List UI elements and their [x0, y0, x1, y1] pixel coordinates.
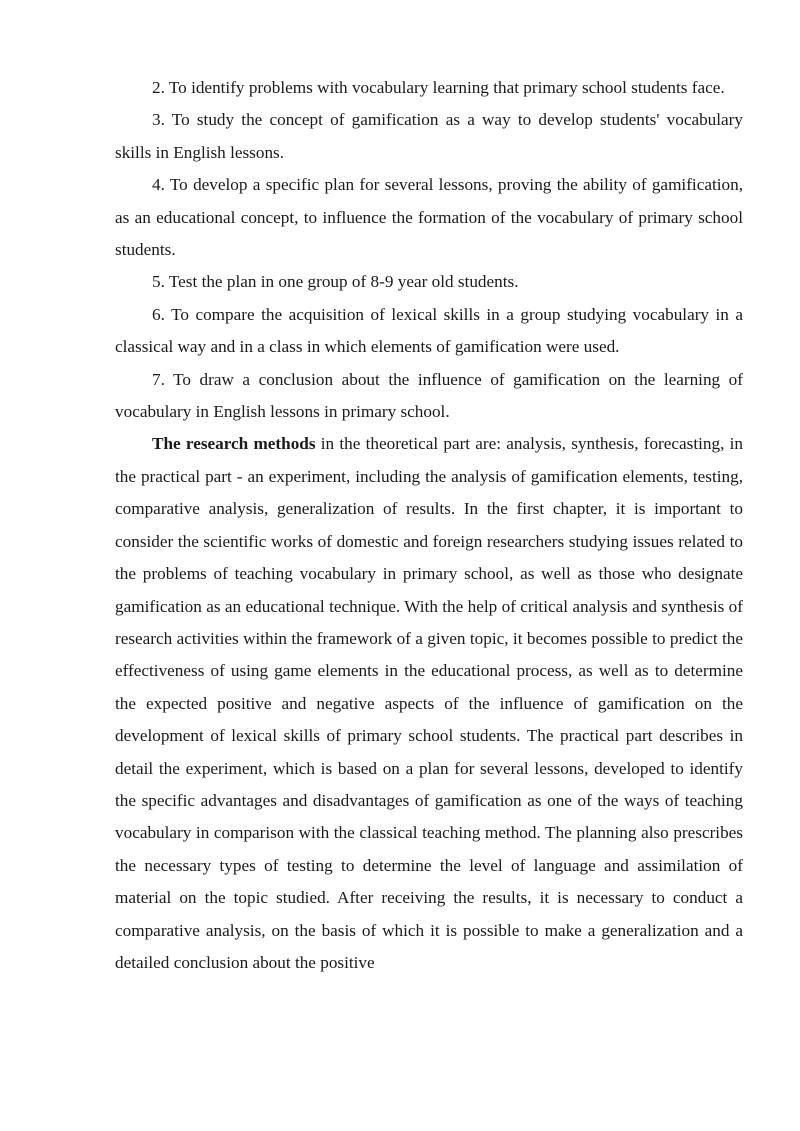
objective-item-2: 2. To identify problems with vocabulary learning that primary school students face.: [152, 78, 725, 97]
objective-item-5: 5. Test the plan in one group of 8-9 year old students.: [152, 272, 519, 292]
objective-item-6: 6. To compare the acquisition of lexical skills in a group studying vocabulary in a classical way and in a class in which elements of gamification were used.: [115, 304, 743, 357]
document-page: [115, 72, 743, 979]
research-methods-heading: The research methods: [152, 434, 316, 454]
research-methods-text: in the theoretical part are: analysis, synthesis, forecasting, in the practical part - an experiment, including the analysis of gamification elements, testing, comparative analysis, generalization of results. In the first chapter, it is important to consider the scientific works of domestic and foreign researchers studying issues related to the problems of teaching vocabulary in primary school, as well as those who designate gamification as an educational technique. With the help of critical analysis and synthesis of research activities within the framework of a given topic, it becomes possible to predict the effectiveness of using game elements in the educational process, as well as to determine the expected positive and negative aspects of the influence of gamification on the development of lexical skills of primary school students. The practical part describes in detail the experiment, which is based on a plan for several lessons, developed to identify the specific advantages and disadvantages of gamification as one of the ways of teaching vocabulary in comparison with the classical teaching method. The planning also prescribes the necessary types of testing to determine the level of language and assimilation of material on the topic studied. After receiving the results, it is necessary to conduct a comparative analysis, on the basis of which it is possible to make a generalization and a detailed conclusion about the positive: [115, 434, 743, 972]
research-methods-paragraph: [115, 428, 743, 979]
objective-item-7: 7. To draw a conclusion about the influence of gamification on the learning of vocabulary in English lessons in primary school.: [115, 369, 743, 422]
objective-item-3: 3. To study the concept of gamification as a way to develop students' vocabulary skills in English lessons.: [115, 110, 743, 162]
objective-item-4: 4. To develop a specific plan for several lessons, proving the ability of gamification, as an educational concept, to influence the formation of the vocabulary of primary school students.: [115, 175, 743, 260]
